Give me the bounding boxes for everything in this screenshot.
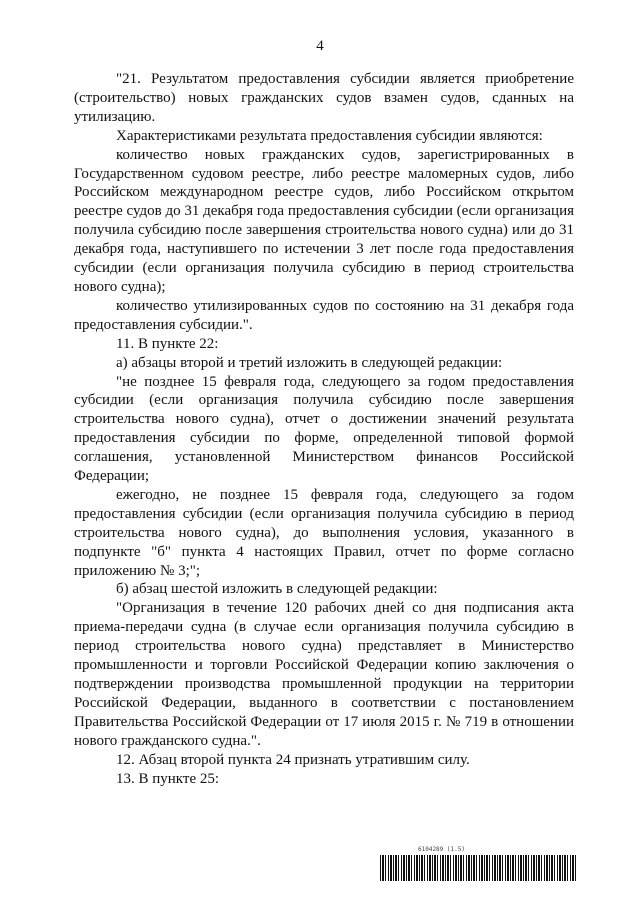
- paragraph-characteristics: Характеристиками результата предоставления субсидии являются:: [116, 127, 543, 144]
- barcode-block: [380, 846, 576, 881]
- paragraph-item-11-b: б) абзац шестой изложить в следующей редакции:: [116, 581, 438, 598]
- paragraph-annual-report: ежегодно, не позднее 15 февраля года, следующего за годом предоставления субсидии (если организация получила субсидию в период строительства нового судна), до выполнения условия, указанного в подпункте "б" пункта 4 настоящих Правил, отчет по форме согласно приложению № 3;";: [74, 486, 574, 579]
- barcode-caption: 6104289 (1.5): [418, 846, 465, 853]
- document-body: [74, 70, 574, 788]
- paragraph-new-ships-count: количество новых гражданских судов, зарегистрированных в Государственном судовом реестре, либо реестре маломерных судов, либо Российском международном реестре судов, либо Российском открытом реестре судов до 31 декабря года предоставления субсидии (если организация получила субсидию после завершения строительства нового судна) или до 31 декабря года, наступившего по истечении 3 лет после года предоставления субсидии (если организация получила субсидию в период строительства нового судна);: [74, 146, 574, 295]
- barcode-image: [380, 855, 576, 881]
- paragraph-item-13: 13. В пункте 25:: [116, 770, 220, 787]
- paragraph-utilized-ships-count: количество утилизированных судов по состоянию на 31 декабря года предоставления субсидии.".: [74, 297, 574, 333]
- paragraph-21-result: "21. Результатом предоставления субсидии является приобретение (строительство) новых гражданских судов взамен судов, сданных на утилизацию.: [74, 71, 574, 125]
- page-number: 4: [316, 38, 324, 54]
- paragraph-item-11: 11. В пункте 22:: [116, 335, 219, 352]
- paragraph-item-11-a: а) абзацы второй и третий изложить в следующей редакции:: [116, 354, 503, 371]
- paragraph-item-12: 12. Абзац второй пункта 24 признать утратившим силу.: [116, 751, 470, 768]
- paragraph-deadline-feb-15: "не позднее 15 февраля года, следующего за годом предоставления субсидии (если организация получила субсидию после завершения строительства нового судна), отчет о достижении значений результата предоставления субсидии по форме, определенной типовой формой соглашения, установленной Министерством финансов Российской Федерации;: [74, 373, 574, 485]
- paragraph-organization-120-days: "Организация в течение 120 рабочих дней со дня подписания акта приема-передачи судна (в случае если организация получила субсидию в период строительства нового судна) представляет в Министерство промышленности и торговли Российской Федерации копию заключения о подтверждении производства промышленной продукции на территории Российской Федерации, выданного в соответствии с постановлением Правительства Российской Федерации от 17 июля 2015 г. № 719 в отношении нового гражданского судна.".: [74, 600, 574, 749]
